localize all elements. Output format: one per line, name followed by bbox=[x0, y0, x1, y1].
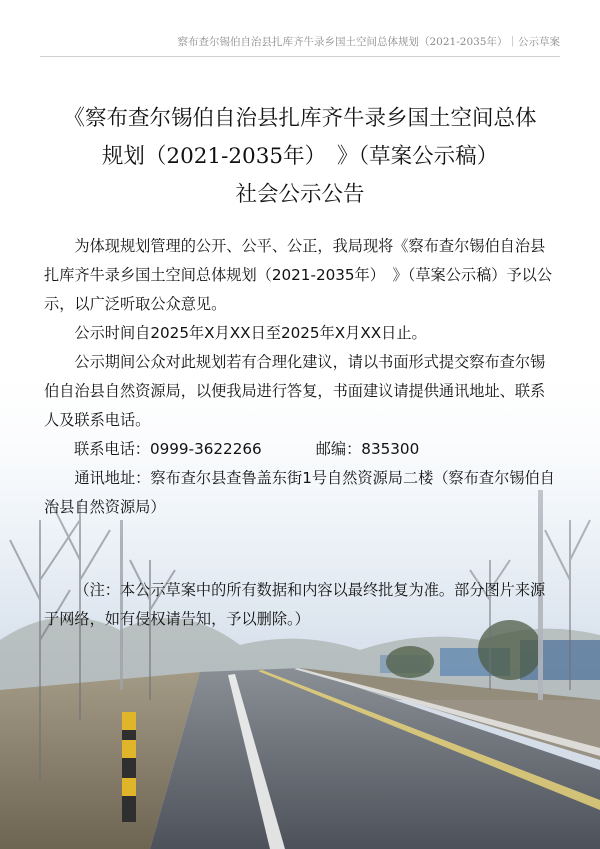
address-label: 通讯地址： bbox=[74, 469, 151, 487]
disclaimer-note: （注：本公示草案中的所有数据和内容以最终批复为准。部分图片来源于网络，如有侵权请告知，予以删除。） bbox=[44, 581, 546, 628]
paragraph-intro: 为体现规划管理的公开、公平、公正，我局现将《察布查尔锡伯自治县扎库齐牛录乡国土空间总体规划（2021-2035年） 》（草案公示稿）予以公示，以广泛听取公众意见。 bbox=[44, 237, 553, 313]
postcode-label: 邮编： bbox=[315, 440, 362, 458]
phone-number: 0999-3622266 bbox=[149, 440, 262, 458]
title-line-1: 《察布查尔锡伯自治县扎库齐牛录乡国土空间总体 bbox=[63, 106, 537, 131]
phone-label: 联系电话： bbox=[74, 440, 150, 458]
document-body bbox=[44, 232, 560, 522]
title-line-3: 社会公示公告 bbox=[235, 182, 365, 207]
paragraph-period: 公示时间自2025年X月XX日至2025年X月XX日止。 bbox=[74, 324, 427, 342]
paragraph-suggestions: 公示期间公众对此规划若有合理化建议，请以书面形式提交察布查尔锡伯自治县自然资源局，以便我局进行答复，书面建议请提供通讯地址、联系人及联系电话。 bbox=[44, 353, 546, 429]
address-paragraph bbox=[44, 464, 560, 522]
contact-phone-row bbox=[44, 435, 560, 464]
header-text: 察布查尔锡伯自治县扎库齐牛录乡国土空间总体规划（2021-2035年）｜公示草案 bbox=[177, 36, 560, 48]
postcode-value: 835300 bbox=[361, 440, 420, 458]
address-value: 察布查尔县查鲁盖东街1号自然资源局二楼（察布查尔锡伯自治县自然资源局） bbox=[44, 469, 555, 516]
document-title bbox=[0, 100, 600, 214]
title-line-2: 规划（2021-2035年） 》（草案公示稿） bbox=[101, 144, 499, 169]
page-header bbox=[40, 34, 560, 57]
